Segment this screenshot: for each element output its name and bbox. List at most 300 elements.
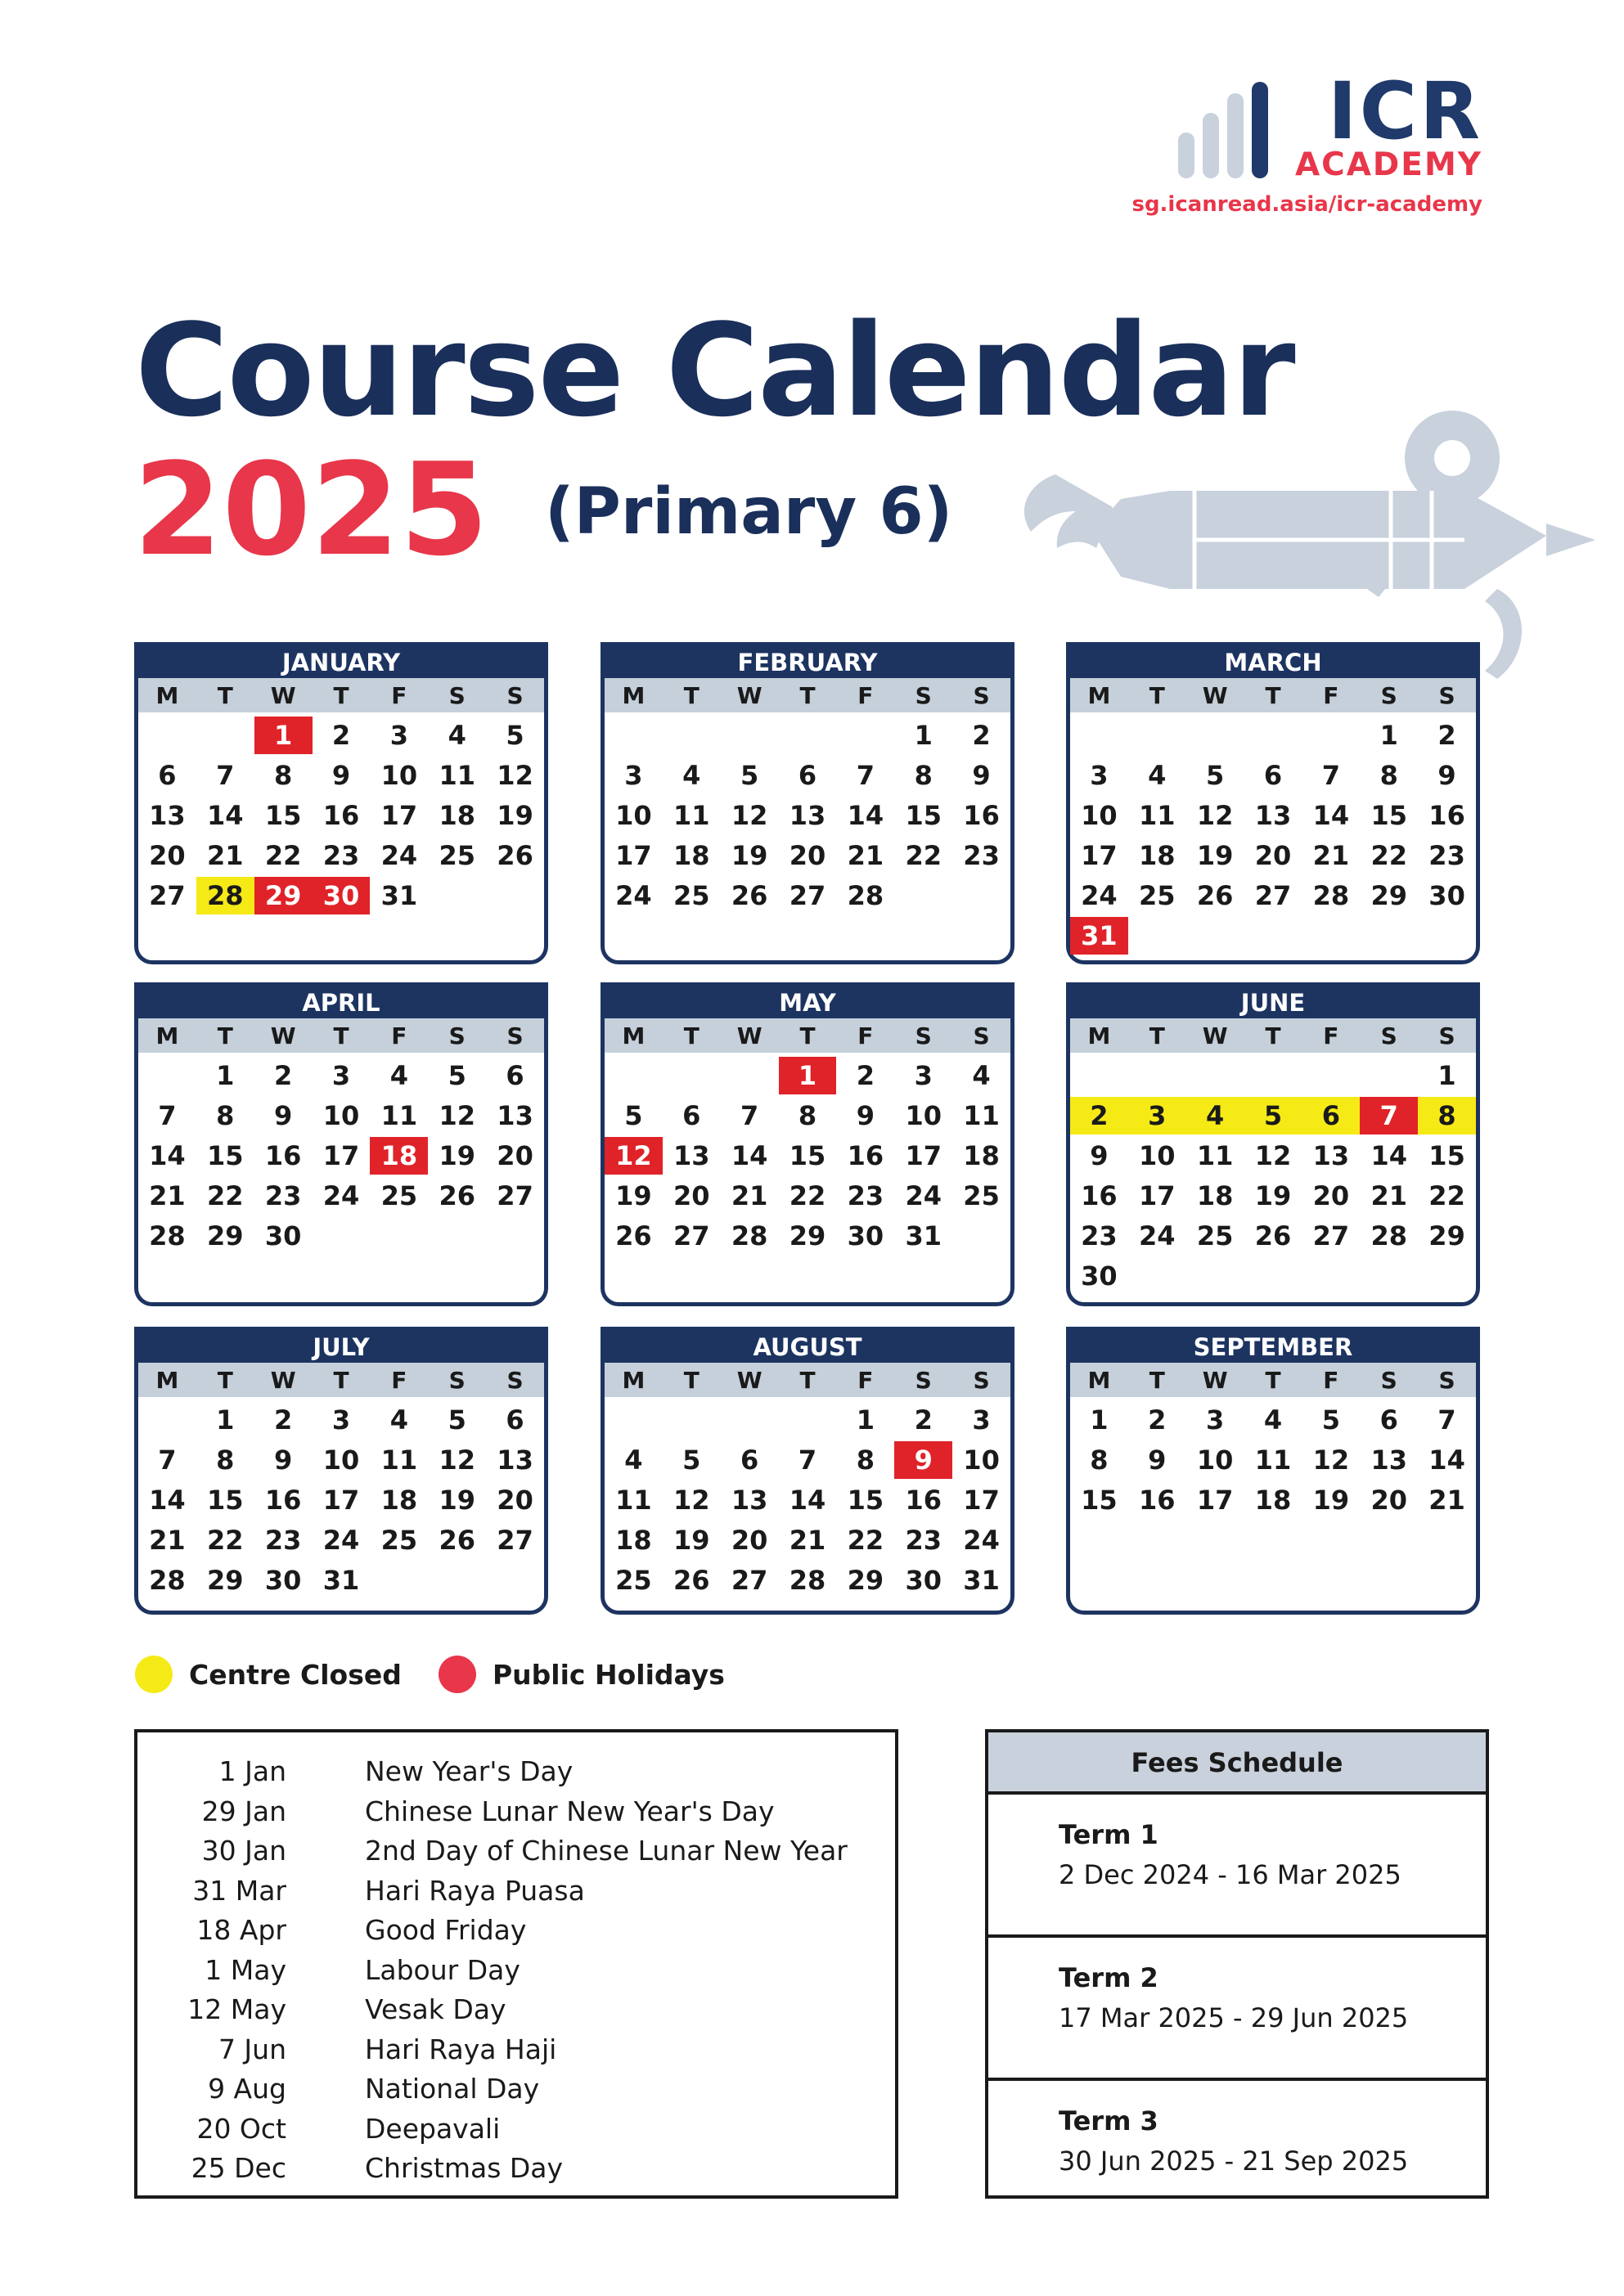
day-cell: 13: [497, 1100, 533, 1131]
weekday-label: T: [1149, 1022, 1165, 1049]
month-september: [1066, 1327, 1480, 1615]
day-cell: 25: [615, 1565, 652, 1596]
term-name: Term 3: [1059, 2105, 1158, 2136]
weekday-label: S: [1380, 1022, 1397, 1049]
month-name: SEPTEMBER: [1066, 1327, 1480, 1363]
weekday-label: M: [622, 1367, 646, 1394]
weekday-label: T: [1149, 1367, 1165, 1394]
day-cell: 18: [1254, 1485, 1292, 1516]
day-cell: 12: [673, 1485, 710, 1516]
empty-day: [663, 717, 721, 754]
day-cell: 17: [963, 1485, 1000, 1516]
day-cell: 23: [1081, 1220, 1118, 1251]
weekday-label: W: [270, 682, 296, 709]
day-cell: 24: [322, 1525, 360, 1556]
day-grid: [605, 1053, 1010, 1257]
weekday-label: W: [1202, 1022, 1228, 1049]
day-cell: 15: [847, 1485, 884, 1516]
day-grid: [1070, 1053, 1476, 1297]
day-cell: 31: [905, 1220, 942, 1251]
day-cell: 23: [905, 1525, 942, 1556]
day-cell: 2: [914, 1404, 933, 1436]
day-cell: 11: [380, 1445, 418, 1476]
day-cell: 27: [1254, 880, 1292, 911]
day-cell: 29: [847, 1565, 884, 1596]
day-cell: 30: [1081, 1260, 1118, 1292]
day-cell-holiday: 12: [605, 1137, 663, 1175]
day-cell: 8: [274, 760, 293, 791]
weekday-label: S: [973, 1367, 990, 1394]
day-cell: 17: [1139, 1180, 1176, 1211]
day-cell-closed: 2: [1070, 1097, 1128, 1135]
weekday-label: W: [736, 1022, 763, 1049]
day-cell: 15: [905, 800, 942, 831]
weekday-label: M: [1087, 682, 1111, 709]
weekday-header: [1070, 1363, 1476, 1397]
holiday-name: 2nd Day of Chinese Lunar New Year: [365, 1835, 848, 1867]
day-cell: 14: [149, 1485, 186, 1516]
holiday-row: [137, 2110, 895, 2150]
day-cell: 26: [1196, 880, 1234, 911]
day-cell: 6: [740, 1445, 759, 1476]
day-cell: 13: [789, 800, 826, 831]
term-1: [988, 1795, 1486, 1938]
day-cell-holiday: 29: [254, 877, 313, 914]
day-cell: 25: [1139, 880, 1176, 911]
day-cell: 10: [1196, 1445, 1234, 1476]
holiday-row: [137, 1792, 895, 1832]
day-cell: 27: [731, 1565, 768, 1596]
weekday-label: S: [915, 682, 932, 709]
day-cell: 12: [1312, 1445, 1350, 1476]
empty-day: [138, 1401, 196, 1439]
empty-day: [605, 1057, 663, 1094]
page-title: Course Calendar: [135, 296, 1294, 445]
day-cell: 9: [274, 1445, 293, 1476]
day-cell-closed: 5: [1244, 1097, 1302, 1135]
weekday-label: T: [333, 1367, 349, 1394]
holiday-name: Hari Raya Puasa: [365, 1874, 585, 1907]
day-cell: 3: [624, 760, 643, 791]
month-name: MAY: [601, 982, 1014, 1018]
day-cell-closed: 8: [1418, 1097, 1476, 1135]
day-cell: 12: [1196, 800, 1234, 831]
bar-chart-icon: [1178, 82, 1268, 178]
day-grid: [1070, 712, 1476, 957]
day-cell: 24: [322, 1180, 360, 1211]
weekday-label: W: [270, 1367, 296, 1394]
day-cell-holiday: 7: [1360, 1097, 1418, 1135]
holiday-date: 18 Apr: [196, 1914, 286, 1946]
weekday-label: T: [1265, 682, 1281, 709]
empty-day: [605, 717, 663, 754]
weekday-header: [605, 1363, 1010, 1397]
day-cell: 18: [963, 1140, 1000, 1171]
term-name: Term 2: [1059, 1962, 1158, 1993]
day-cell-holiday: 1: [779, 1057, 837, 1094]
day-cell: 21: [731, 1180, 768, 1211]
day-cell: 28: [149, 1565, 186, 1596]
day-cell: 6: [506, 1060, 524, 1091]
weekday-label: F: [391, 1367, 407, 1394]
day-cell: 10: [322, 1100, 360, 1131]
holiday-name: Vesak Day: [365, 1993, 506, 2025]
day-cell-closed: 3: [1128, 1097, 1186, 1135]
weekday-label: T: [333, 1022, 349, 1049]
day-grid: [1070, 1397, 1476, 1521]
day-cell: 16: [1139, 1485, 1176, 1516]
empty-day: [1128, 717, 1186, 754]
fees-schedule: [985, 1729, 1489, 2199]
weekday-label: S: [915, 1022, 932, 1049]
day-cell: 7: [216, 760, 235, 791]
day-cell: 2: [856, 1060, 875, 1091]
day-cell: 8: [1379, 760, 1398, 791]
weekday-label: F: [857, 1367, 874, 1394]
day-cell: 11: [963, 1100, 1000, 1131]
day-cell: 21: [149, 1180, 186, 1211]
holiday-name: Chinese Lunar New Year's Day: [365, 1795, 775, 1827]
day-cell: 25: [673, 880, 710, 911]
holiday-name: New Year's Day: [365, 1755, 574, 1787]
weekday-label: W: [1202, 682, 1228, 709]
day-cell: 10: [615, 800, 652, 831]
empty-day: [1302, 1057, 1360, 1094]
day-cell: 14: [1370, 1140, 1407, 1171]
day-cell: 28: [731, 1220, 768, 1251]
day-cell: 10: [322, 1445, 360, 1476]
holiday-date: 1 Jan: [218, 1755, 286, 1787]
weekday-label: F: [1323, 1022, 1339, 1049]
day-cell: 19: [1196, 840, 1234, 871]
day-cell: 6: [1379, 1404, 1398, 1436]
day-cell: 9: [1090, 1140, 1109, 1171]
day-cell: 17: [322, 1140, 360, 1171]
day-cell: 21: [1428, 1485, 1465, 1516]
holiday-row: [137, 1752, 895, 1792]
empty-day: [779, 717, 837, 754]
day-cell: 16: [1428, 800, 1465, 831]
day-cell: 15: [1428, 1140, 1465, 1171]
day-cell: 22: [789, 1180, 826, 1211]
day-cell: 31: [380, 880, 418, 911]
day-cell: 7: [158, 1445, 177, 1476]
day-cell: 9: [274, 1100, 293, 1131]
holiday-date: 20 Oct: [196, 2112, 286, 2145]
day-cell: 19: [1312, 1485, 1350, 1516]
day-cell: 19: [615, 1180, 652, 1211]
weekday-label: S: [448, 682, 466, 709]
weekday-header: [1070, 1018, 1476, 1053]
weekday-label: S: [1438, 1367, 1455, 1394]
empty-day: [1186, 717, 1244, 754]
day-cell: 24: [905, 1180, 942, 1211]
brand-url[interactable]: sg.icanread.asia/icr-academy: [1131, 192, 1482, 217]
holiday-row: [137, 2069, 895, 2110]
day-cell: 29: [207, 1220, 244, 1251]
day-cell: 11: [615, 1485, 652, 1516]
day-cell: 19: [497, 800, 533, 831]
day-cell: 27: [673, 1220, 710, 1251]
weekday-label: M: [1087, 1022, 1111, 1049]
day-cell-closed: 28: [196, 877, 254, 914]
weekday-header: [138, 678, 544, 712]
day-cell: 5: [624, 1100, 643, 1131]
term-range: 2 Dec 2024 - 16 Mar 2025: [1059, 1859, 1401, 1890]
day-cell: 14: [149, 1140, 186, 1171]
weekday-label: W: [270, 1022, 296, 1049]
day-cell: 1: [1090, 1404, 1109, 1436]
day-cell: 6: [158, 760, 177, 791]
term-2: [988, 1938, 1486, 2081]
day-cell: 1: [216, 1404, 235, 1436]
day-cell: 10: [905, 1100, 942, 1131]
day-cell: 25: [963, 1180, 1000, 1211]
day-cell: 2: [972, 720, 991, 751]
holiday-date: 31 Mar: [192, 1874, 286, 1907]
day-cell: 13: [1312, 1140, 1350, 1171]
empty-day: [721, 717, 779, 754]
day-cell: 22: [847, 1525, 884, 1556]
day-cell: 5: [448, 1060, 466, 1091]
holiday-row: [137, 1951, 895, 1991]
weekday-label: T: [683, 682, 700, 709]
month-name: MARCH: [1066, 642, 1480, 678]
day-cell: 28: [789, 1565, 826, 1596]
weekday-label: T: [683, 1367, 700, 1394]
day-cell-holiday: 9: [894, 1441, 952, 1479]
day-cell: 18: [439, 800, 475, 831]
weekday-label: M: [155, 682, 179, 709]
day-cell: 26: [673, 1565, 710, 1596]
empty-day: [138, 717, 196, 754]
day-cell: 13: [1254, 800, 1292, 831]
empty-day: [1244, 717, 1302, 754]
weekday-label: T: [799, 1367, 816, 1394]
day-grid: [138, 1053, 544, 1257]
holiday-name: National Day: [365, 2073, 540, 2105]
weekday-label: S: [915, 1367, 932, 1394]
weekday-label: W: [736, 1367, 763, 1394]
weekday-label: T: [799, 1022, 816, 1049]
day-cell: 3: [331, 1404, 351, 1436]
weekday-label: M: [155, 1022, 179, 1049]
day-cell: 21: [789, 1525, 826, 1556]
day-cell: 12: [439, 1100, 475, 1131]
day-cell: 29: [207, 1565, 244, 1596]
day-cell: 20: [1312, 1180, 1350, 1211]
weekday-label: S: [1438, 1022, 1455, 1049]
weekday-label: S: [973, 682, 990, 709]
day-cell: 4: [1263, 1404, 1283, 1436]
day-grid: [605, 712, 1010, 917]
day-cell: 4: [972, 1060, 991, 1091]
day-cell: 25: [439, 840, 475, 871]
day-cell: 20: [1370, 1485, 1407, 1516]
day-cell: 17: [380, 800, 418, 831]
day-grid: [605, 1397, 1010, 1602]
day-cell: 18: [380, 1485, 418, 1516]
day-cell: 19: [673, 1525, 710, 1556]
holiday-date: 29 Jan: [201, 1795, 286, 1827]
day-cell: 28: [1370, 1220, 1407, 1251]
day-cell: 25: [1196, 1220, 1234, 1251]
day-cell: 17: [905, 1140, 942, 1171]
day-cell: 23: [963, 840, 1000, 871]
weekday-label: F: [857, 682, 874, 709]
day-cell: 3: [972, 1404, 991, 1436]
day-cell: 7: [798, 1445, 817, 1476]
day-cell: 15: [207, 1485, 244, 1516]
day-cell: 13: [1370, 1445, 1407, 1476]
weekday-label: S: [506, 1022, 524, 1049]
empty-day: [138, 1057, 196, 1094]
weekday-label: T: [333, 682, 349, 709]
day-cell: 8: [216, 1100, 235, 1131]
weekday-label: M: [1087, 1367, 1111, 1394]
day-cell: 15: [789, 1140, 826, 1171]
holiday-name: Good Friday: [365, 1914, 527, 1946]
weekday-label: S: [1380, 1367, 1397, 1394]
day-cell: 14: [207, 800, 244, 831]
day-cell: 15: [207, 1140, 244, 1171]
month-name: APRIL: [134, 982, 548, 1018]
day-cell: 1: [1437, 1060, 1456, 1091]
day-cell: 13: [149, 800, 186, 831]
page-year: 2025: [133, 435, 489, 584]
day-grid: [138, 1397, 544, 1602]
day-cell: 1: [914, 720, 933, 751]
month-name: JUNE: [1066, 982, 1480, 1018]
day-cell: 7: [856, 760, 875, 791]
weekday-label: S: [1438, 682, 1455, 709]
day-cell: 16: [963, 800, 1000, 831]
day-cell: 24: [1139, 1220, 1176, 1251]
empty-day: [1070, 717, 1128, 754]
holiday-row: [137, 1911, 895, 1951]
weekday-label: T: [1149, 682, 1165, 709]
day-cell: 24: [1081, 880, 1118, 911]
month-august: [601, 1327, 1014, 1615]
day-cell: 6: [1263, 760, 1283, 791]
month-name: FEBRUARY: [601, 642, 1014, 678]
day-cell: 9: [972, 760, 991, 791]
day-grid: [138, 712, 544, 917]
day-cell: 11: [1196, 1140, 1234, 1171]
holiday-date: 25 Dec: [191, 2152, 286, 2184]
day-cell: 31: [322, 1565, 360, 1596]
day-cell: 8: [856, 1445, 875, 1476]
day-cell: 7: [740, 1100, 759, 1131]
day-cell: 20: [497, 1485, 533, 1516]
day-cell: 23: [1428, 840, 1465, 871]
day-cell: 28: [1312, 880, 1350, 911]
weekday-label: T: [217, 1022, 233, 1049]
weekday-label: T: [217, 1367, 233, 1394]
weekday-header: [605, 678, 1010, 712]
day-cell: 19: [1254, 1180, 1292, 1211]
month-name: JULY: [134, 1327, 548, 1363]
empty-day: [1070, 1057, 1128, 1094]
day-cell: 15: [264, 800, 302, 831]
day-cell: 25: [380, 1180, 418, 1211]
day-cell: 10: [963, 1445, 1000, 1476]
weekday-label: T: [799, 682, 816, 709]
day-cell: 18: [1139, 840, 1176, 871]
day-cell: 4: [1148, 760, 1167, 791]
weekday-label: M: [622, 682, 646, 709]
day-cell: 4: [448, 720, 466, 751]
day-cell: 16: [264, 1140, 302, 1171]
holiday-name: Deepavali: [365, 2112, 501, 2145]
day-cell: 6: [682, 1100, 701, 1131]
empty-day: [605, 1401, 663, 1439]
day-cell: 4: [389, 1060, 408, 1091]
weekday-header: [138, 1018, 544, 1053]
brand-logo: [1122, 65, 1482, 227]
day-cell: 1: [1379, 720, 1398, 751]
day-cell-holiday: 31: [1070, 917, 1128, 955]
day-cell: 21: [149, 1525, 186, 1556]
empty-day: [1244, 1057, 1302, 1094]
day-cell: 8: [216, 1445, 235, 1476]
day-cell: 20: [149, 840, 186, 871]
day-cell: 2: [1148, 1404, 1167, 1436]
day-cell: 26: [615, 1220, 652, 1251]
day-cell: 25: [380, 1525, 418, 1556]
month-name: JANUARY: [134, 642, 548, 678]
day-cell-holiday: 1: [254, 717, 313, 754]
brand-sub: ACADEMY: [1294, 146, 1482, 183]
day-cell: 22: [905, 840, 942, 871]
weekday-label: F: [391, 1022, 407, 1049]
day-cell: 19: [439, 1485, 475, 1516]
weekday-label: F: [1323, 682, 1339, 709]
day-cell: 11: [1139, 800, 1176, 831]
day-cell: 14: [847, 800, 884, 831]
day-cell: 19: [731, 840, 768, 871]
month-june: [1066, 982, 1480, 1306]
weekday-label: T: [1265, 1022, 1281, 1049]
day-cell: 17: [1196, 1485, 1234, 1516]
day-cell: 6: [506, 1404, 524, 1436]
weekday-label: S: [506, 682, 524, 709]
holiday-name: Christmas Day: [365, 2152, 564, 2184]
day-cell: 11: [1254, 1445, 1292, 1476]
day-cell: 18: [1196, 1180, 1234, 1211]
month-april: [134, 982, 548, 1306]
day-cell: 21: [207, 840, 244, 871]
holiday-date: 12 May: [187, 1993, 286, 2025]
month-may: [601, 982, 1014, 1306]
day-cell: 24: [615, 880, 652, 911]
fees-schedule-title: Fees Schedule: [988, 1732, 1486, 1795]
day-cell: 28: [149, 1220, 186, 1251]
empty-day: [1302, 717, 1360, 754]
day-cell: 2: [1437, 720, 1456, 751]
day-cell: 22: [1370, 840, 1407, 871]
holiday-name: Labour Day: [365, 1953, 520, 1986]
day-cell: 5: [682, 1445, 701, 1476]
holiday-date: 1 May: [205, 1953, 286, 1986]
day-cell: 18: [615, 1525, 652, 1556]
weekday-label: W: [1202, 1367, 1228, 1394]
day-cell: 5: [506, 720, 524, 751]
weekday-label: S: [448, 1022, 466, 1049]
day-cell: 11: [439, 760, 475, 791]
day-cell: 26: [497, 840, 533, 871]
legend-closed: [135, 1655, 402, 1694]
